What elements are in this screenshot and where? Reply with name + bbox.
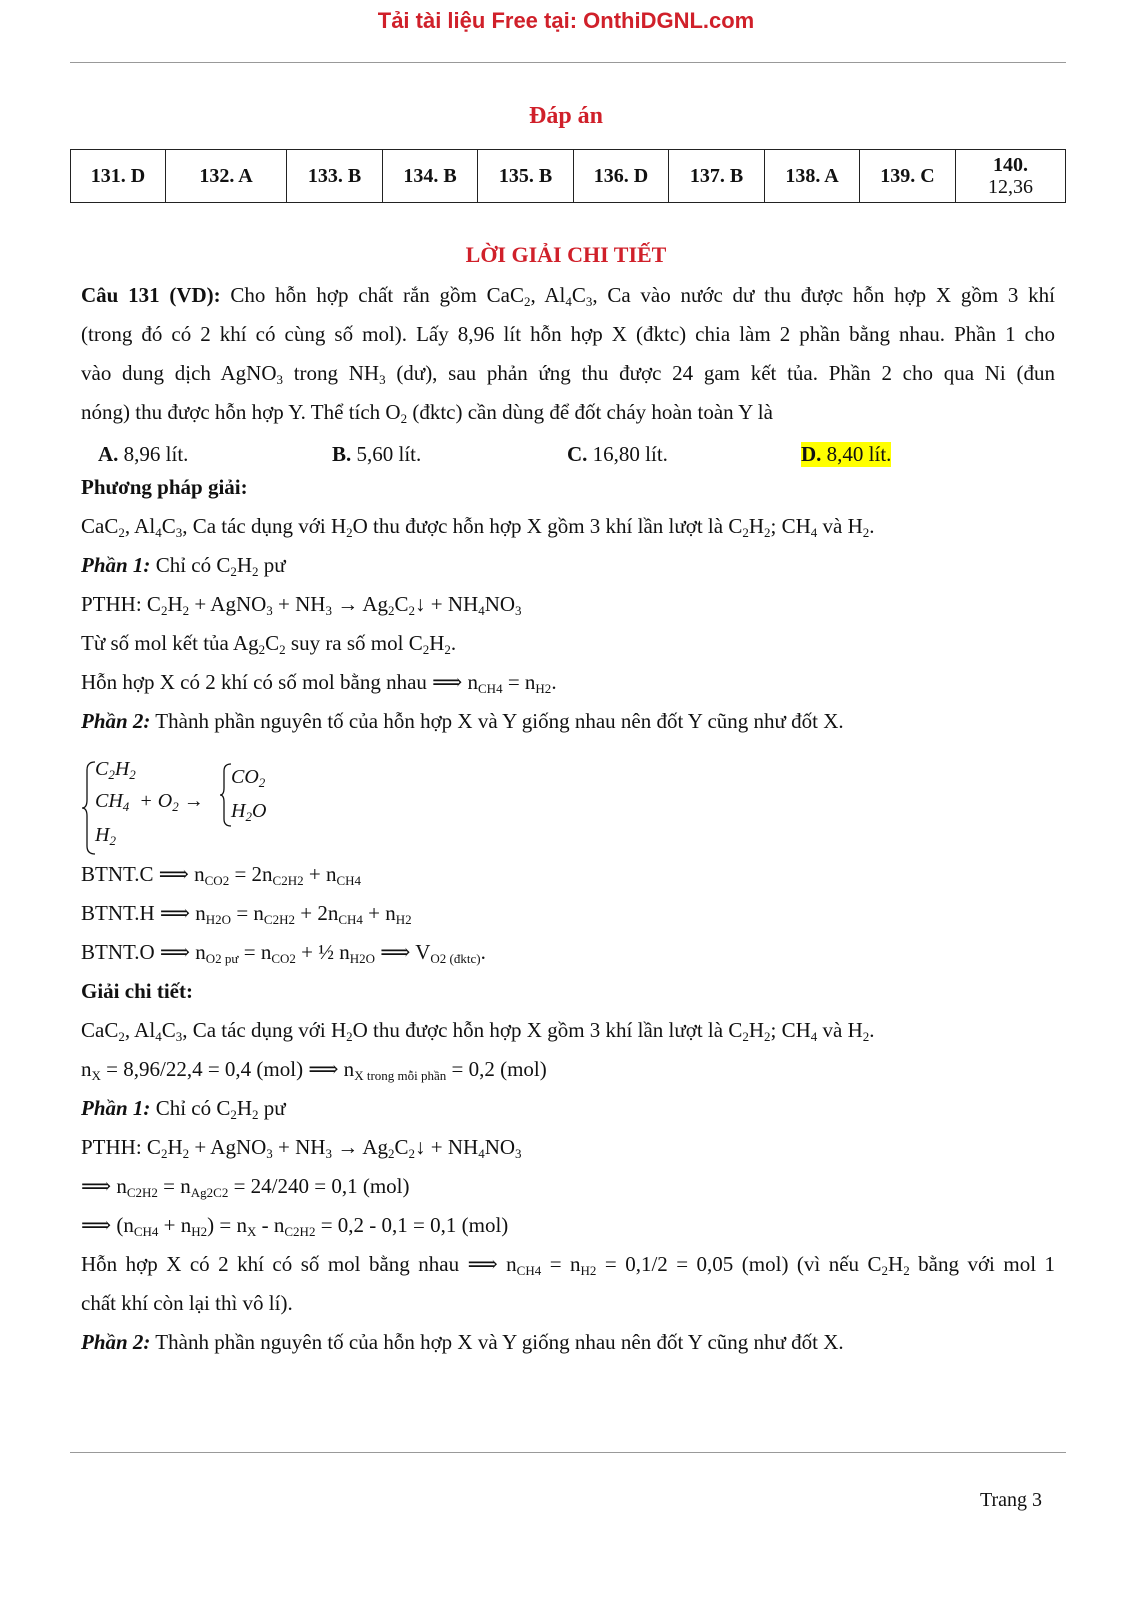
btnt-c: BTNT.C ⟹ $n_{CO2} = 2n_{C2H2} + n_{CH4}$ — [81, 862, 362, 888]
detail-part1: Phần 1: Chỉ có $C_2H_2$ pư — [81, 1096, 286, 1122]
option-d-correct: D. 8,40 lít. — [801, 442, 892, 466]
answer-table — [70, 149, 1066, 203]
detail-sum: ⟹ $(n_{CH4} + n_{H2}) = n_X - n_{C2H2} = 0,2 - 0,1 = 0,1$ (mol) — [81, 1213, 509, 1239]
method-title: Phương pháp giải: — [81, 475, 248, 499]
solution-title: LỜI GIẢI CHI TIẾT — [465, 242, 667, 267]
method-pthh: PTHH: $C_2H_2$ + AgNO$_3$ + $NH_3$ → $Ag_2C_2↓ + NH_4NO_3$ — [81, 592, 522, 618]
method-equal-moles: Hỗn hợp X có 2 khí có số mol bằng nhau ⟹ $n_{CH4} = n_{H2}$. — [81, 670, 557, 696]
method-from-precipitate: Từ số mol kết tủa $Ag_2C_2$ suy ra số mol $C_2H_2$. — [81, 631, 457, 657]
answers-title: Đáp án — [528, 103, 604, 129]
answer-cell: 138. A — [765, 150, 860, 203]
reaction-system: $C_2H_2$ $CH_4 + O_2$ → $H_2$ $CO_2$ $H_2O$ — [81, 760, 341, 860]
method-part2: Phần 2: Thành phần nguyên tố của hỗn hợp X và Y giống nhau nên đốt Y cũng như đốt X. — [81, 709, 844, 733]
question-line-4: nóng) thu được hỗn hợp Y. Thể tích $O_2$ (đktc) cần dùng để đốt cháy hoàn toàn Y là — [81, 400, 773, 426]
option-c: C. 16,80 lít. — [567, 442, 668, 466]
detail-title: Giải chi tiết: — [81, 979, 193, 1003]
detail-line-1: CaC$_2$, $Al_4C_3$, Ca tác dụng với $H_2O$ thu được hỗn hợp X gồm 3 khí lần lượt là $C_2H_2$; $CH_4$ và $H_2$. — [81, 1018, 875, 1044]
page-number: Trang 3 — [980, 1489, 1043, 1511]
detail-pthh: PTHH: $C_2H_2$ + AgNO$_3$ + $NH_3$ → $Ag_2C_2↓ + NH_4NO_3$ — [81, 1135, 522, 1161]
answer-cell: 139. C — [860, 150, 956, 203]
btnt-o: BTNT.O ⟹ $n_{O2 pư} = n_{CO2}$ + ½ $n_{H2O}$ ⟹ $V_{O2 (đktc)}$. — [81, 940, 486, 966]
option-b: B. 5,60 lít. — [332, 442, 422, 466]
question-line-2: (trong đó có 2 khí có cùng số mol). Lấy 8,96 lít hỗn hợp X (đktc) chia làm 2 phần bằng nhau. Phần 1 cho — [81, 322, 1055, 346]
method-line-1: CaC$_2$, $Al_4C_3$, Ca tác dụng với $H_2O$ thu được hỗn hợp X gồm 3 khí lần lượt là $C_2H_2$; $CH_4$ và $H_2$. — [81, 514, 875, 540]
table-row — [71, 150, 1066, 203]
answer-cell: 136. D — [574, 150, 669, 203]
detail-part2: Phần 2: Thành phần nguyên tố của hỗn hợp X và Y giống nhau nên đốt Y cũng như đốt X. — [81, 1330, 844, 1354]
site-header: Tải tài liệu Free tại: OnthiDGNL.com — [377, 8, 755, 33]
question-line-1: Câu 131 (VD): Cho hỗn hợp chất rắn gồm CaC$_2$, $Al_4C_3$, Ca vào nước dư thu được hỗn hợp X gồm 3 khí — [81, 283, 1056, 309]
answer-cell: 132. A — [166, 150, 287, 203]
btnt-h: BTNT.H ⟹ $n_{H2O} = n_{C2H2} + 2n_{CH4} + n_{H2}$ — [81, 901, 412, 927]
option-a: A. 8,96 lít. — [98, 442, 189, 466]
answer-cell: 135. B — [478, 150, 574, 203]
answer-cell: 137. B — [669, 150, 765, 203]
detail-equal-moles: Hỗn hợp X có 2 khí có số mol bằng nhau ⟹ $n_{CH4} = n_{H2} = 0,1/2 = 0,05$ (mol) (vì nếu $C_2H_2$ bằng với mol 1 — [81, 1252, 1055, 1278]
detail-equal-moles-cont: chất khí còn lại thì vô lí). — [81, 1291, 293, 1315]
detail-nc2h2: ⟹ $n_{C2H2} = n_{Ag2C2} = 24/240 = 0,1$ (mol) — [81, 1174, 410, 1200]
question-line-3: vào dung dịch AgNO$_3$ trong $NH_3$ (dư), sau phản ứng thu được 24 gam kết tủa. Phần 2 cho qua Ni (đun — [81, 361, 1055, 387]
detail-nx: $n_X = 8,96/22,4 = 0,4$ (mol) ⟹ $n_{X trong mỗi phần} = 0,2$ (mol) — [81, 1057, 547, 1083]
header-divider — [70, 62, 1066, 63]
footer-divider — [70, 1452, 1066, 1453]
answer-cell: 134. B — [383, 150, 478, 203]
answer-cell: 131. D — [71, 150, 166, 203]
method-part1: Phần 1: Chỉ có $C_2H_2$ pư — [81, 553, 286, 579]
answer-cell-last: 140. 12,36 — [956, 150, 1066, 203]
answer-cell: 133. B — [287, 150, 383, 203]
